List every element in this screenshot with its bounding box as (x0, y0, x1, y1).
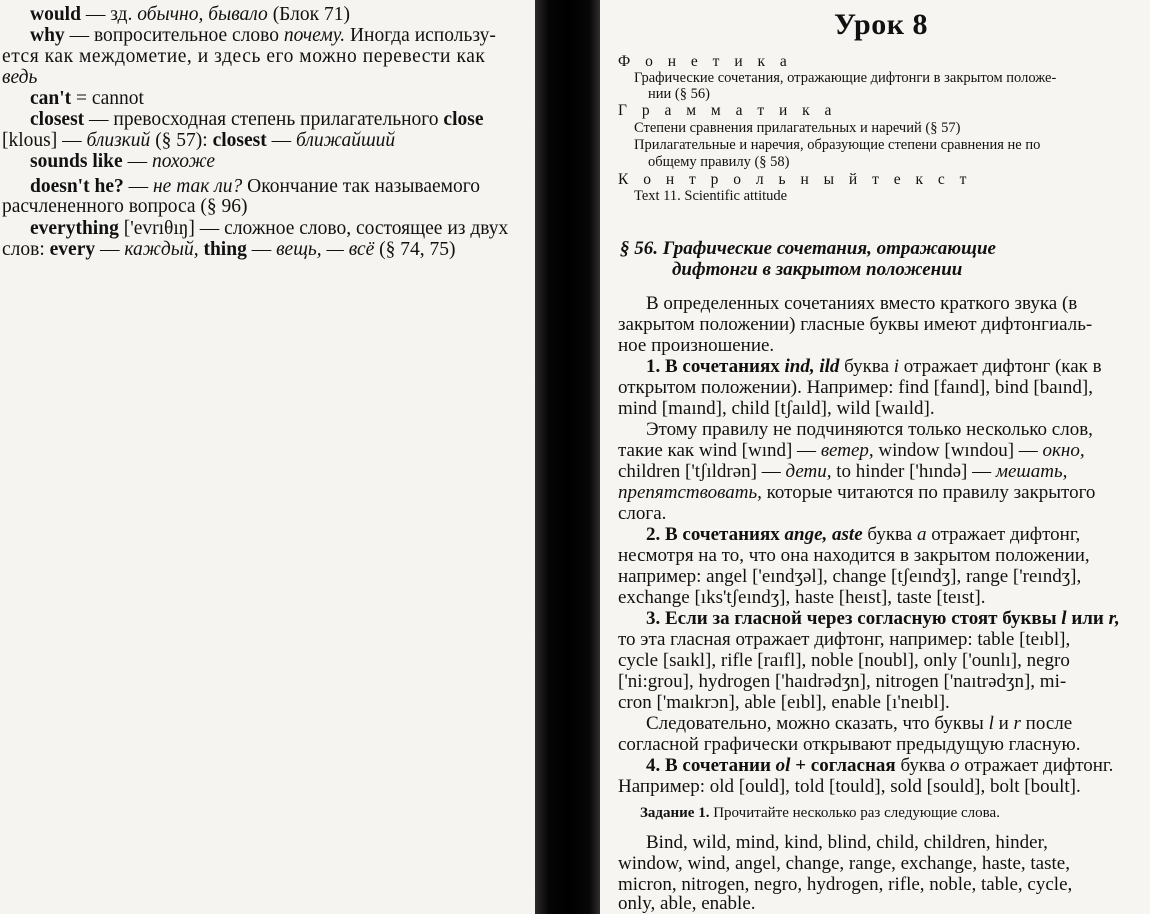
contents-grammar-item-2-cont: общему правилу (§ 58) (648, 154, 790, 170)
body-line: В определенных сочетаниях вместо краткого звука (в (646, 293, 1078, 314)
body-line: препятствовать, которые читаются по правилу закрытого (618, 482, 1096, 503)
contents-control-label: К о н т р о л ь н ы й т е к с т (618, 171, 972, 188)
gloss-sounds-like: sounds like — похоже (30, 151, 216, 172)
word-list-line: window, wind, angel, change, range, exchange, haste, taste, (618, 853, 1070, 874)
left-page (0, 0, 540, 914)
gloss-closest-cont: [klous] — близкий (§ 57): closest — ближайший (2, 130, 396, 151)
gloss-doesnt-he: doesn't he? — не так ли? Окончание так называемого (30, 176, 481, 197)
gloss-cant: can't = cannot (30, 88, 144, 109)
gloss-everything: everything ['evrıθıŋ] — сложное слово, состоящее из двух (30, 218, 509, 239)
body-line: несмотря на то, что она находится в закрытом положении, (618, 545, 1090, 566)
body-line: 2. В сочетаниях ange, aste буква a отражает дифтонг, (646, 524, 1081, 545)
body-line: такие как wind [wınd] — ветер, window [wındou] — окно, (618, 440, 1085, 461)
body-line: cycle [saıkl], rifle [raıfl], noble [noubl], only ['ounlı], negro (618, 650, 1070, 671)
gloss-why-cont2: ведь (2, 67, 38, 88)
body-line: Например: old [ould], told [tould], sold [sould], bolt [boult]. (618, 776, 1081, 797)
word-list-line: micron, nitrogen, negro, hydrogen, rifle, noble, table, cycle, (618, 874, 1073, 895)
section-heading: § 56. Графические сочетания, отражающие (620, 238, 996, 259)
body-line: mind [maınd], child [tʃaıld], wild [waıld]. (618, 398, 935, 419)
body-line: слога. (618, 503, 667, 524)
body-line: 3. Если за гласной через согласную стоят буквы l или r, (646, 608, 1120, 629)
gloss-doesnt-he-cont: расчлененного вопроса (§ 96) (2, 196, 248, 217)
body-line: например: angel ['eındʒəl], change [tʃeındʒ], range ['reındʒ], (618, 566, 1082, 587)
body-line: exchange [ıks'tʃeındʒ], haste [heıst], taste [teıst]. (618, 587, 986, 608)
contents-grammar-item-2: Прилагательные и наречия, образующие степени сравнения не по (634, 137, 1041, 153)
body-line: Этому правилу не подчиняются только несколько слов, (646, 419, 1093, 440)
word-list-line: Bind, wild, mind, kind, blind, child, children, hinder, (646, 832, 1048, 853)
word-list-line: only, able, enable. (618, 893, 756, 914)
page-gutter (535, 0, 603, 914)
body-line: открытом положении). Например: find [faınd], bind [baınd], (618, 377, 1093, 398)
contents-control-item: Text 11. Scientific attitude (634, 188, 788, 204)
gloss-everything-cont: слов: every — каждый, thing — вещь, — всё (§ 74, 75) (2, 239, 456, 260)
contents-phonetics-item-cont: нии (§ 56) (648, 86, 710, 102)
body-line: 1. В сочетаниях ind, ild буква i отражает дифтонг (как в (646, 356, 1102, 377)
body-line: ное произношение. (618, 335, 775, 356)
contents-grammar-item-1: Степени сравнения прилагательных и наречий (§ 57) (634, 120, 961, 136)
gloss-closest: closest — превосходная степень прилагательного close (30, 109, 484, 130)
gloss-why: why — вопросительное слово почему. Иногда использу- (30, 25, 496, 46)
body-line: children ['tʃıldrən] — дети, to hinder ['hındə] — мешать, (618, 461, 1068, 482)
body-line: cron ['maıkrɔn], able [eıbl], enable [ı'neıbl]. (618, 692, 950, 713)
task-instruction: Задание 1. Прочитайте несколько раз следующие слова. (640, 805, 1000, 821)
gloss-why-cont: ется как междометие, и здесь его можно перевести как (2, 46, 486, 67)
body-line: ['ni:grou], hydrogen ['haıdrədʒn], nitrogen ['naıtrədʒn], mi- (618, 671, 1067, 692)
contents-phonetics-item: Графические сочетания, отражающие дифтонги в закрытом положе- (634, 70, 1057, 86)
body-line: 4. В сочетании ol + согласная буква o отражает дифтонг. (646, 755, 1114, 776)
body-line: закрытом положении) гласные буквы имеют дифтонгиаль- (618, 314, 1093, 335)
contents-grammar-label: Г р а м м а т и к а (618, 102, 837, 119)
body-line: то эта гласная отражает дифтонг, например: table [teıbl], (618, 629, 1071, 650)
gloss-would: would — зд. обычно, бывало (Блок 71) (30, 4, 350, 25)
contents-phonetics-label: Ф о н е т и к а (618, 53, 793, 70)
lesson-title: Урок 8 (834, 8, 929, 41)
body-line: Следовательно, можно сказать, что буквы l и r после (646, 713, 1073, 734)
section-heading-cont: дифтонги в закрытом положении (672, 259, 963, 280)
body-line: согласной графически открывают предыдущую гласную. (618, 734, 1081, 755)
